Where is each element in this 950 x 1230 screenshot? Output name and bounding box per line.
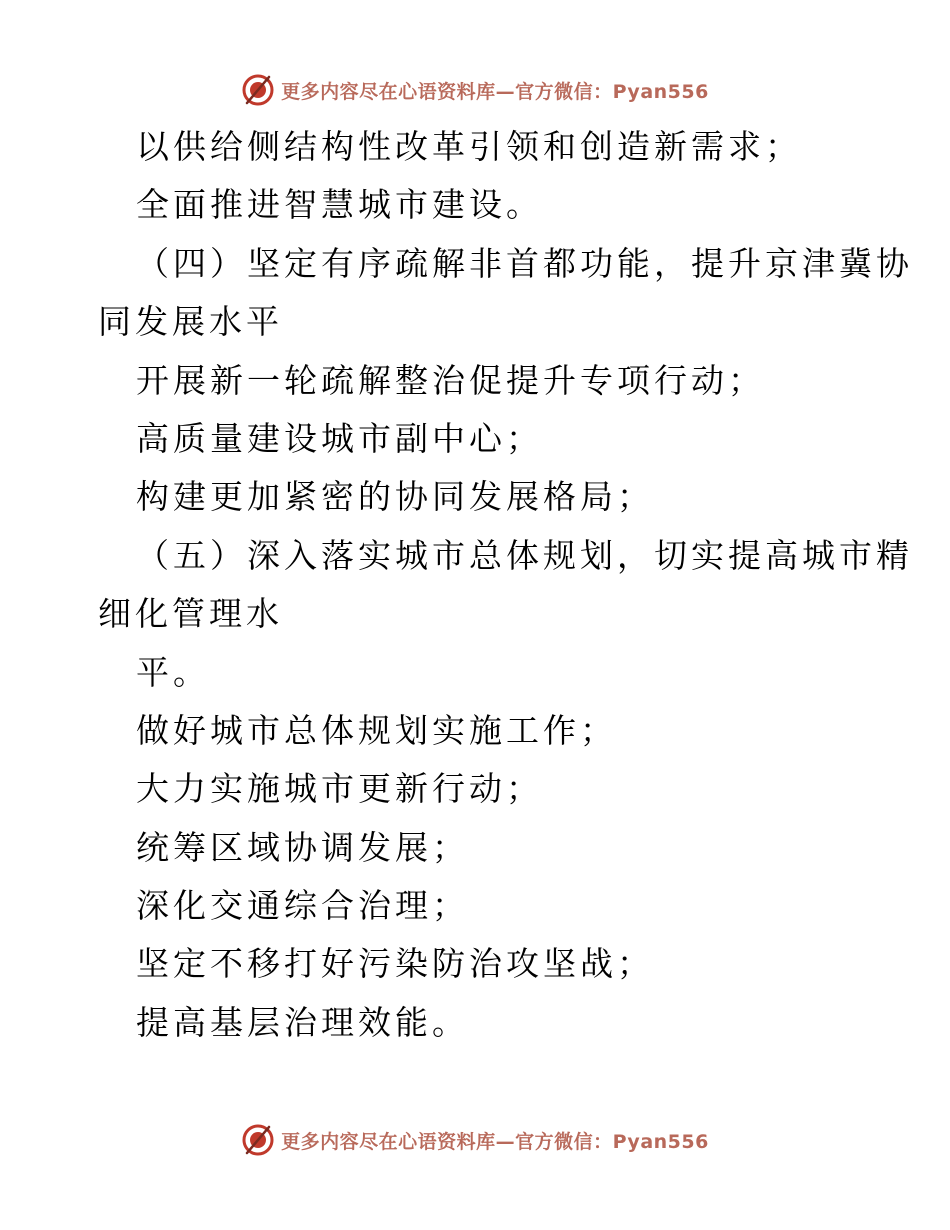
body-line: 构建更加紧密的协同发展格局； [136,477,654,517]
body-line: 大力实施城市更新行动； [136,769,543,809]
body-line: 坚定不移打好污染防治攻坚战； [136,944,654,984]
quill-seal-icon [241,1123,275,1157]
body-line: 统筹区域协调发展； [136,827,469,867]
body-line: 高质量建设城市副中心； [136,418,543,458]
section-heading-continuation: 同发展水平 [98,302,283,342]
section-heading: （四）坚定有序疏解非首都功能，提升京津冀协 [136,243,913,283]
section-heading-continuation: 平。 [136,652,210,692]
body-line: 提高基层治理效能。 [136,1002,469,1042]
header-watermark [0,70,950,110]
section-heading-continuation: 细化管理水 [98,594,283,634]
body-line: 做好城市总体规划实施工作； [136,710,617,750]
footer-watermark [0,1120,950,1160]
quill-seal-icon [241,73,275,107]
body-line: 以供给侧结构性改革引领和创造新需求； [136,127,802,166]
header-watermark-text: 更多内容尽在心语资料库—官方微信：Pyan556 [281,80,709,103]
section-heading: （五）深入落实城市总体规划，切实提高城市精 [136,535,913,575]
body-line: 全面推进智慧城市建设。 [136,185,543,225]
body-line: 深化交通综合治理； [136,886,469,926]
body-line: 开展新一轮疏解整治促提升专项行动； [136,360,765,400]
document-body [98,118,913,1052]
footer-watermark-text: 更多内容尽在心语资料库—官方微信：Pyan556 [281,1130,709,1153]
